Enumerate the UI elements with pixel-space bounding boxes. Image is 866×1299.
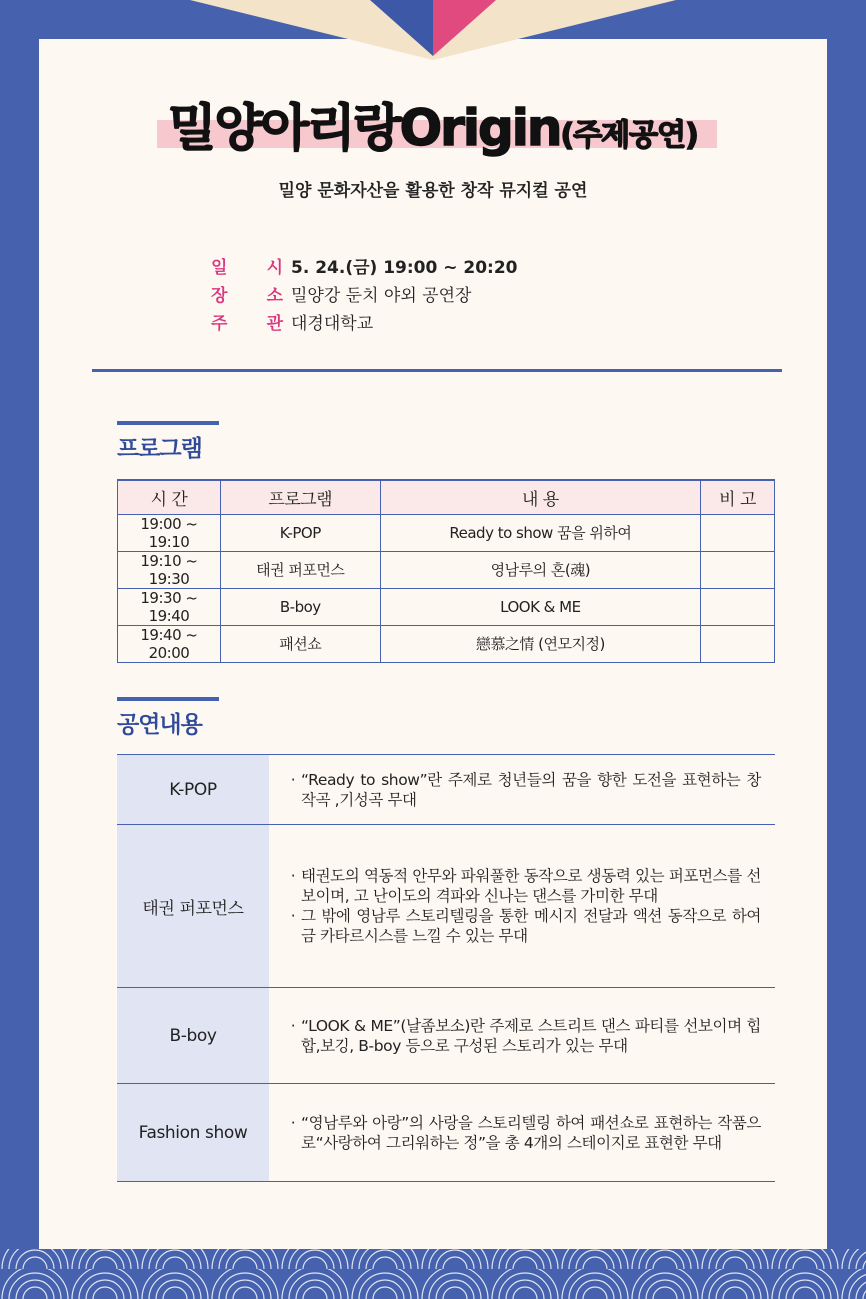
cell-program: 패션쇼 <box>220 625 380 662</box>
performance-table <box>117 754 775 1182</box>
perf-desc <box>269 1084 775 1182</box>
cell-note <box>701 588 775 625</box>
perf-name: K-POP <box>117 755 269 825</box>
col-header: 시 간 <box>118 480 221 514</box>
top-ribbon-decoration <box>0 0 866 60</box>
perf-name: B-boy <box>117 988 269 1084</box>
cell-content: LOOK & ME <box>380 588 700 625</box>
page-subtitle: 밀양 문화자산을 활용한 창작 뮤지컬 공연 <box>278 181 588 201</box>
info-value: 5. 24.(금) 19:00 ~ 20:20 <box>291 257 518 278</box>
table-row <box>118 514 775 551</box>
col-header: 비 고 <box>701 480 775 514</box>
info-value: 밀양강 둔치 야외 공연장 <box>291 285 472 306</box>
table-row <box>118 625 775 662</box>
cell-time: 19:00 ~ 19:10 <box>118 514 221 551</box>
section-bar <box>117 697 219 701</box>
table-row <box>117 825 775 988</box>
table-row <box>118 551 775 588</box>
perf-name: Fashion show <box>117 1084 269 1182</box>
perf-desc <box>269 988 775 1084</box>
list-item: · “LOOK & ME”(날좀보소)란 주제로 스트리트 댄스 파티를 선보이며 힙합,보깅, B-boy 등으로 구성된 스토리가 있는 무대 <box>290 1016 761 1055</box>
cell-note <box>701 551 775 588</box>
section-title-program: 프로그램 <box>117 436 202 462</box>
divider <box>92 369 782 372</box>
info-key: 일 시 <box>211 257 283 278</box>
info-row-date <box>205 251 518 279</box>
col-header: 프로그램 <box>220 480 380 514</box>
section-title-performance: 공연내용 <box>117 712 202 738</box>
info-row-host <box>205 307 518 335</box>
list-item: · “Ready to show”란 주제로 청년들의 꿈을 향한 도전을 표현하는 창작곡 ,기성곡 무대 <box>290 770 761 809</box>
section-bar <box>117 421 219 425</box>
list-item: · “영남루와 아랑”의 사랑을 스토리텔링 하여 패션쇼로 표현하는 작품으로“사랑하여 그리워하는 정”을 총 4개의 스테이지로 표현한 무대 <box>290 1113 761 1152</box>
info-key: 장 소 <box>211 285 283 306</box>
table-row <box>117 988 775 1084</box>
program-table <box>117 479 775 663</box>
table-row <box>117 1084 775 1182</box>
table-row <box>117 755 775 825</box>
title-sub: (주제공연) <box>560 118 698 153</box>
cell-time: 19:10 ~ 19:30 <box>118 551 221 588</box>
cell-program: K-POP <box>220 514 380 551</box>
cell-time: 19:40 ~ 20:00 <box>118 625 221 662</box>
info-value: 대경대학교 <box>291 313 374 334</box>
cell-note <box>701 625 775 662</box>
wave-pattern-decoration <box>0 1239 866 1299</box>
page-title <box>168 88 698 160</box>
perf-desc <box>269 755 775 825</box>
cell-program: B-boy <box>220 588 380 625</box>
table-row <box>118 588 775 625</box>
cell-content: 戀慕之情 (연모지정) <box>380 625 700 662</box>
cell-content: Ready to show 꿈을 위하여 <box>380 514 700 551</box>
perf-name: 태권 퍼포먼스 <box>117 825 269 988</box>
info-key: 주 관 <box>211 313 283 334</box>
cell-program: 태권 퍼포먼스 <box>220 551 380 588</box>
info-row-place <box>205 279 518 307</box>
col-header: 내 용 <box>380 480 700 514</box>
cell-note <box>701 514 775 551</box>
list-item: · 태권도의 역동적 안무와 파워풀한 동작으로 생동력 있는 퍼포먼스를 선보이며, 고 난이도의 격파와 신나는 댄스를 가미한 무대 <box>290 867 761 905</box>
cell-time: 19:30 ~ 19:40 <box>118 588 221 625</box>
cell-content: 영남루의 혼(魂) <box>380 551 700 588</box>
list-item: · 그 밖에 영남루 스토리텔링을 통한 메시지 전달과 액션 동작으로 하여금 카타르시스를 느낄 수 있는 무대 <box>290 907 761 945</box>
event-info <box>205 251 518 335</box>
perf-desc <box>269 825 775 988</box>
title-main: 밀양아리랑Origin <box>168 99 561 157</box>
